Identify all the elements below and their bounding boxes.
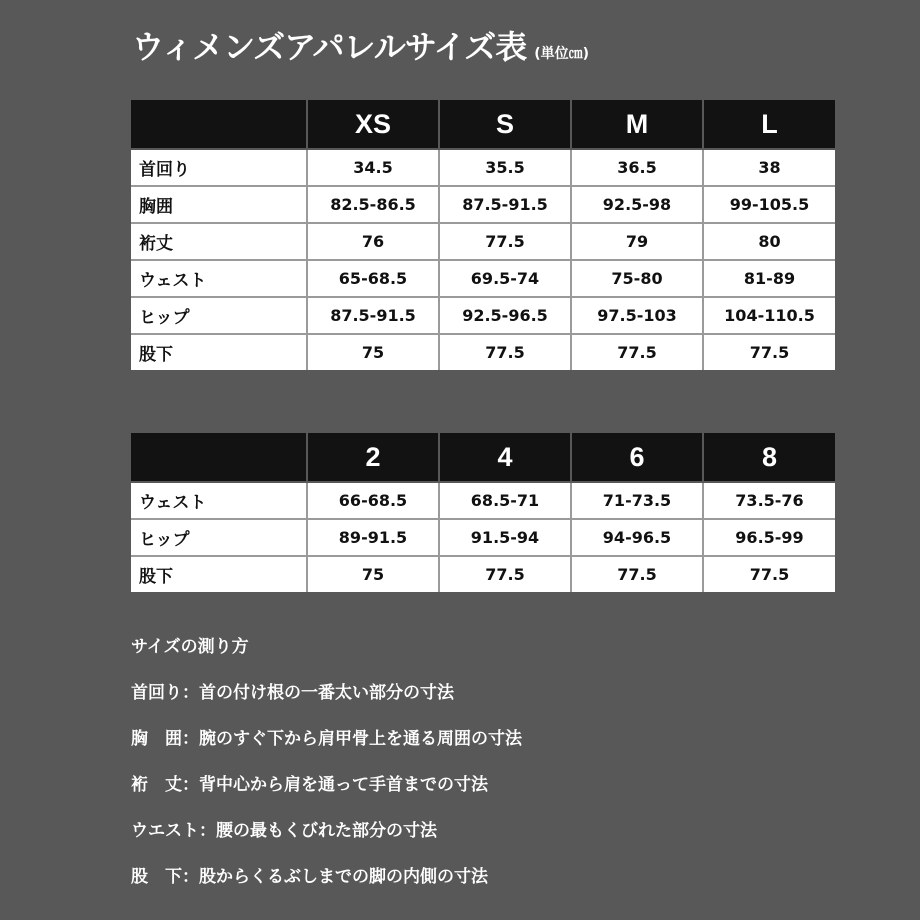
- row-label: 股下: [131, 556, 307, 592]
- table-cell: 87.5-91.5: [307, 297, 439, 334]
- table-cell: 91.5-94: [439, 519, 571, 556]
- title-text: ウィメンズアパレルサイズ表: [132, 28, 527, 66]
- table-row: [131, 482, 835, 519]
- header-size-xs: XS: [307, 100, 439, 149]
- size-table-letter: [131, 100, 835, 370]
- table-cell: 77.5: [749, 343, 790, 362]
- measurement-guide: [131, 632, 522, 908]
- table-cell: 75: [307, 556, 439, 592]
- table-cell: 77.5: [571, 556, 703, 592]
- row-label: 胸囲: [131, 186, 307, 223]
- table-cell: 97.5-103: [571, 297, 703, 334]
- table-cell: 92.5-98: [571, 186, 703, 223]
- table-row: [131, 223, 835, 260]
- table-cell: 38: [703, 149, 835, 186]
- table-row: [131, 556, 835, 592]
- row-label: ヒップ: [131, 297, 307, 334]
- table-cell: 79: [571, 223, 703, 260]
- table-cell: 68.5-71: [439, 482, 571, 519]
- table-cell: 89-91.5: [307, 519, 439, 556]
- row-label: ウェスト: [131, 260, 307, 297]
- header-size-m: M: [571, 100, 703, 149]
- guide-line-inseam: 股 下：股からくるぶしまでの脚の内側の寸法: [131, 867, 488, 887]
- table-cell: 104-110.5: [703, 297, 835, 334]
- table-cell: 77.5: [571, 334, 703, 370]
- header-corner: [131, 100, 307, 149]
- guide-heading: サイズの測り方: [131, 637, 249, 657]
- table-cell: 96.5-99: [703, 519, 835, 556]
- table-cell: 34.5: [307, 149, 439, 186]
- table-cell: 71-73.5: [571, 482, 703, 519]
- header-size-6: 6: [571, 433, 703, 482]
- table-cell: 99-105.5: [703, 186, 835, 223]
- header-size-4: 4: [439, 433, 571, 482]
- row-label: ヒップ: [131, 519, 307, 556]
- unit-label: (単位㎝): [534, 46, 589, 62]
- table-header-row: [131, 433, 835, 482]
- table-header-row: [131, 100, 835, 149]
- table-cell: 77.5: [439, 556, 571, 592]
- table-cell: 94-96.5: [571, 519, 703, 556]
- table-row: [131, 149, 835, 186]
- table-cell: 35.5: [439, 149, 571, 186]
- table-cell: 65-68.5: [307, 260, 439, 297]
- table-cell: 66-68.5: [307, 482, 439, 519]
- row-label: 首回り: [131, 149, 307, 186]
- table-cell: 92.5-96.5: [439, 297, 571, 334]
- table-cell: 77.5: [439, 223, 571, 260]
- table-cell: 82.5-86.5: [307, 186, 439, 223]
- table-cell: 75: [307, 334, 439, 370]
- row-label: ウェスト: [131, 482, 307, 519]
- guide-line-waist: ウエスト：腰の最もくびれた部分の寸法: [131, 821, 437, 841]
- guide-line-chest: 胸 囲：腕のすぐ下から肩甲骨上を通る周囲の寸法: [131, 729, 522, 749]
- header-size-s: S: [439, 100, 571, 149]
- table-row: [131, 186, 835, 223]
- row-label: 股下: [131, 334, 307, 370]
- table-cell: 76: [307, 223, 439, 260]
- table-row: [131, 297, 835, 334]
- table-row: [131, 260, 835, 297]
- size-table-numeric: [131, 433, 835, 592]
- table-cell: 80: [703, 223, 835, 260]
- table-cell: 87.5-91.5: [439, 186, 571, 223]
- table-cell: 77.5: [439, 334, 571, 370]
- header-size-8: 8: [703, 433, 835, 482]
- header-size-l: L: [703, 100, 835, 149]
- table-row: [131, 519, 835, 556]
- table-row: [131, 334, 835, 370]
- table-cell: 69.5-74: [439, 260, 571, 297]
- header-corner: [131, 433, 307, 482]
- guide-line-neck: 首回り：首の付け根の一番太い部分の寸法: [131, 683, 454, 703]
- table-cell: 77.5: [749, 565, 790, 584]
- table-cell: 75-80: [571, 260, 703, 297]
- header-size-2: 2: [307, 433, 439, 482]
- table-cell: 81-89: [703, 260, 835, 297]
- guide-line-sleeve: 裄 丈：背中心から肩を通って手首までの寸法: [131, 775, 488, 795]
- table-cell: 73.5-76: [703, 482, 835, 519]
- table-cell: 36.5: [571, 149, 703, 186]
- page-title: [132, 22, 589, 66]
- row-label: 裄丈: [131, 223, 307, 260]
